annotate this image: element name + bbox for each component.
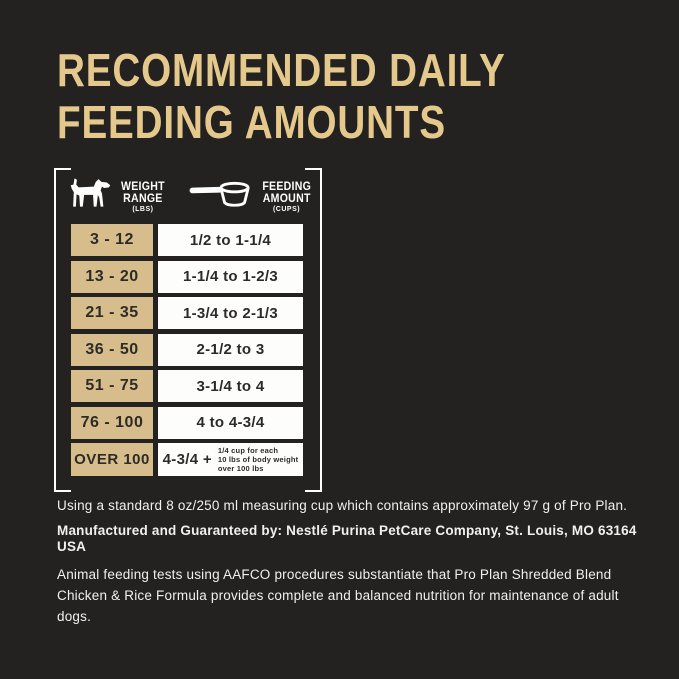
table-row (71, 407, 303, 439)
manufacturer-statement: Manufactured and Guaranteed by: Nestlé Purina PetCare Company, St. Louis, MO 63164 USA (57, 523, 637, 554)
weight-range-cell: 13 - 20 (71, 261, 153, 293)
weight-label-line2: RANGE (123, 191, 163, 205)
page-title (57, 44, 506, 148)
table-row (71, 443, 303, 476)
feeding-amount-label (259, 180, 314, 213)
over-100-note-line2: 10 lbs of body weight (217, 455, 299, 464)
table-body (71, 224, 303, 481)
weight-label-line1: WEIGHT (120, 178, 165, 193)
weight-range-label (118, 180, 168, 213)
weight-range-header (69, 178, 168, 214)
feeding-amount-value: 4-3/4 + (162, 451, 212, 468)
weight-range-cell: 51 - 75 (71, 370, 153, 402)
table-header (69, 178, 314, 214)
page-title-line2: FEEDING AMOUNTS (57, 96, 446, 148)
feeding-label-line1: FEEDING (262, 178, 311, 193)
feeding-amount-cell: 4 to 4-3/4 (158, 407, 303, 439)
dog-icon (69, 178, 113, 214)
feeding-label-line2: AMOUNT (262, 191, 311, 205)
table-row (71, 261, 303, 293)
table-row (71, 334, 303, 366)
weight-range-cell: 76 - 100 (71, 407, 153, 439)
table-row (71, 370, 303, 402)
feeding-label-unit: (CUPS) (272, 205, 301, 213)
feeding-amount-header (188, 179, 314, 214)
weight-range-cell: 21 - 35 (71, 297, 153, 329)
table-frame-right-bracket (305, 168, 322, 492)
weight-range-cell: OVER 100 (71, 443, 153, 476)
aafco-statement: Animal feeding tests using AAFCO procedures substantiate that Pro Plan Shredded Blend Chicken & Rice Formula provides complete and balanced nutrition for maintenance of adult dogs. (57, 567, 619, 624)
feeding-amount-cell: 2-1/2 to 3 (158, 334, 303, 366)
feeding-amount-cell: 3-1/4 to 4 (158, 370, 303, 402)
measuring-cup-note: Using a standard 8 oz/250 ml measuring cup which contains approximately 97 g of Pro Plan. (57, 498, 628, 513)
feeding-amount-cell: 1-3/4 to 2-1/3 (158, 297, 303, 329)
feeding-table (54, 168, 322, 492)
feeding-amount-cell (158, 443, 303, 476)
feeding-amount-cell: 1-1/4 to 1-2/3 (158, 261, 303, 293)
feeding-amount-cell: 1/2 to 1-1/4 (158, 224, 303, 256)
weight-label-unit: (LBS) (132, 205, 154, 213)
weight-range-cell: 3 - 12 (71, 224, 153, 256)
measuring-cup-icon (188, 179, 254, 214)
page-title-line1: RECOMMENDED DAILY (57, 44, 506, 96)
weight-range-cell: 36 - 50 (71, 334, 153, 366)
over-100-note (218, 446, 298, 473)
over-100-note-line1: 1/4 cup for each (217, 446, 279, 455)
over-100-note-line3: over 100 lbs (217, 464, 264, 473)
footer-notes (57, 498, 645, 627)
table-row (71, 297, 303, 329)
table-frame-left-bracket (54, 168, 71, 492)
table-row (71, 224, 303, 256)
